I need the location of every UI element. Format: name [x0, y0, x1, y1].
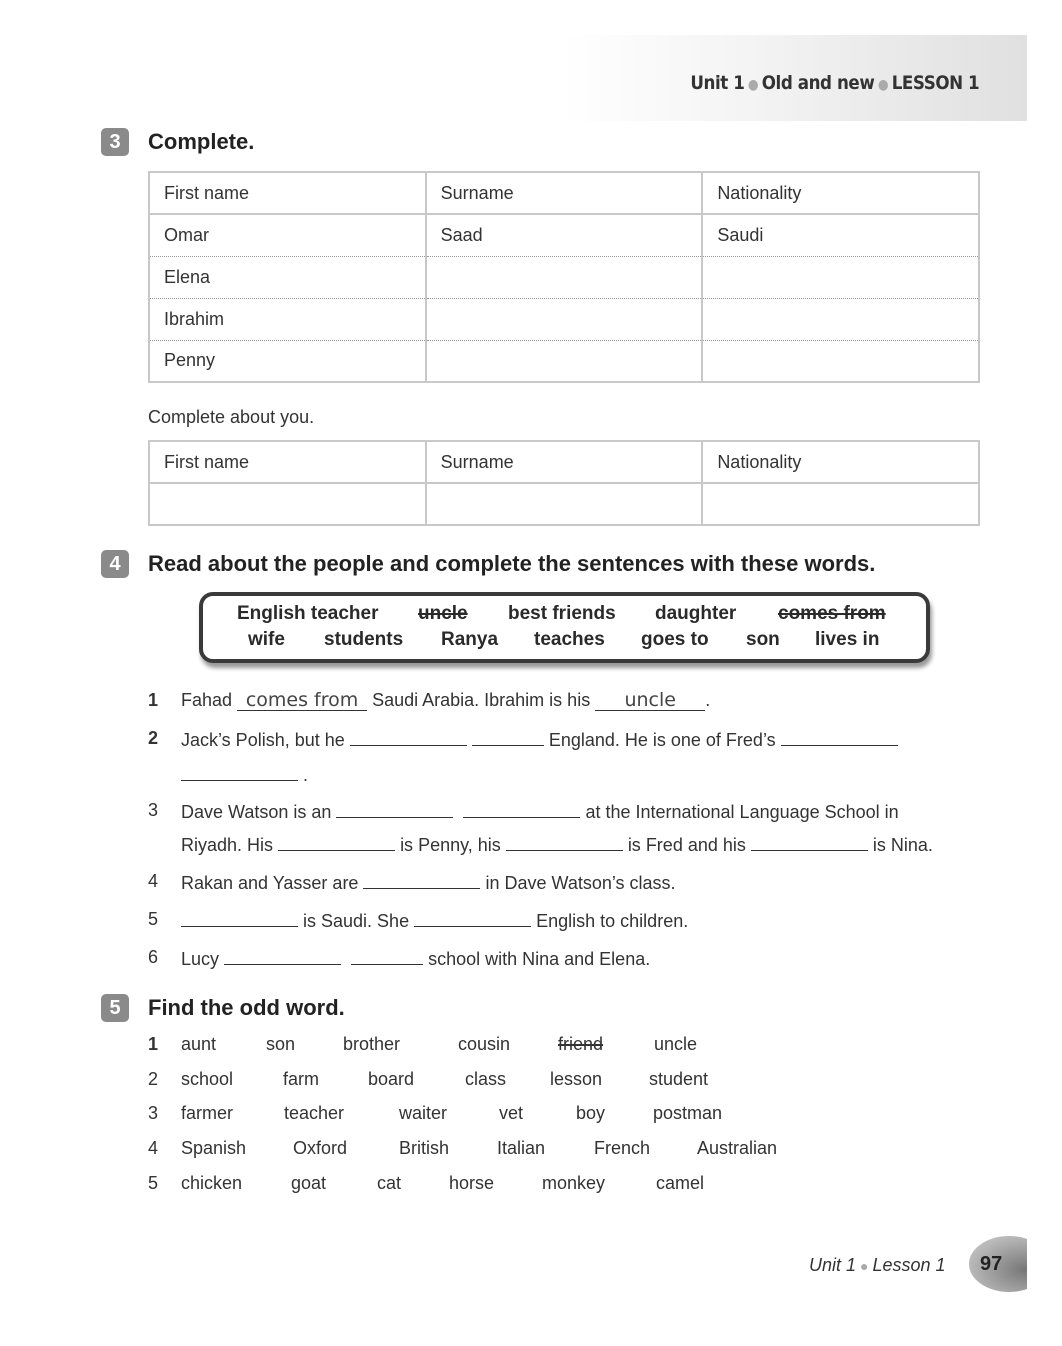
item-number: 3: [148, 1103, 159, 1123]
answer-cell[interactable]: [702, 483, 979, 525]
item-number: 2: [148, 1069, 159, 1089]
answer-blank[interactable]: [181, 909, 298, 927]
sentence-1: [181, 690, 710, 711]
word[interactable]: Spanish: [181, 1138, 247, 1158]
item-number: 5: [148, 1173, 159, 1193]
text: is Fred and his: [627, 835, 746, 855]
table-row: [149, 298, 979, 340]
word[interactable]: brother: [343, 1034, 401, 1054]
answer-cell[interactable]: [426, 298, 703, 340]
item-number: 1: [148, 690, 159, 710]
cell: Elena: [149, 256, 426, 298]
text: English to children.: [536, 911, 689, 931]
sentence-2-cont: [181, 763, 308, 786]
answer-blank[interactable]: comes from: [237, 693, 367, 711]
answer-cell[interactable]: [149, 483, 426, 525]
word[interactable]: son: [266, 1034, 296, 1054]
word[interactable]: uncle: [654, 1034, 698, 1054]
text: England. He is one of Fred’s: [548, 730, 776, 750]
answer-blank[interactable]: [278, 833, 395, 851]
word: daughter: [655, 603, 737, 624]
word[interactable]: Italian: [497, 1138, 546, 1158]
item-number: 2: [148, 728, 159, 748]
text: is Penny, his: [400, 835, 501, 855]
sentence-2: [181, 728, 898, 751]
text: is Saudi. She: [303, 911, 410, 931]
exercise-number: 4: [101, 550, 129, 578]
text: Riyadh. His: [181, 835, 274, 855]
word[interactable]: teacher: [284, 1103, 345, 1123]
word[interactable]: farmer: [181, 1103, 234, 1123]
answer-blank[interactable]: [463, 800, 580, 818]
word[interactable]: Australian: [697, 1138, 778, 1158]
word: teaches: [534, 629, 605, 650]
unit-header: Unit 1 ● Old and new ● LESSON 1: [690, 72, 979, 94]
sentence-5: [181, 909, 688, 932]
answer-blank[interactable]: [506, 833, 623, 851]
text: at the International Language School in: [585, 802, 899, 822]
word[interactable]: chicken: [181, 1173, 243, 1193]
table-header: Nationality: [702, 172, 979, 214]
table-row: [149, 340, 979, 382]
answer-blank[interactable]: [351, 947, 423, 965]
word: students: [324, 629, 404, 650]
text: is Nina.: [872, 835, 933, 855]
answer-blank[interactable]: [363, 871, 480, 889]
word: son: [746, 629, 780, 650]
text: .: [705, 690, 711, 710]
footer-unit: Unit 1: [809, 1255, 857, 1275]
word[interactable]: class: [465, 1069, 507, 1089]
word-box: [199, 592, 930, 663]
text: Saudi Arabia. Ibrahim is his: [372, 690, 591, 710]
answer-blank[interactable]: [472, 728, 544, 746]
table-header: First name: [149, 172, 426, 214]
item-number: 4: [148, 871, 159, 891]
table-header: Surname: [426, 441, 703, 483]
text: Rakan and Yasser are: [181, 873, 359, 893]
answer-blank[interactable]: uncle: [595, 693, 705, 711]
lesson-label: LESSON 1: [891, 72, 979, 94]
answer-blank[interactable]: [181, 763, 298, 781]
word[interactable]: camel: [656, 1173, 705, 1193]
answer-blank[interactable]: [350, 728, 467, 746]
answer-cell[interactable]: [702, 298, 979, 340]
answer-cell[interactable]: [426, 483, 703, 525]
answer-cell[interactable]: [702, 256, 979, 298]
item-number: 3: [148, 800, 159, 820]
odd-word-crossed[interactable]: friend: [558, 1034, 604, 1054]
word[interactable]: postman: [653, 1103, 723, 1123]
word[interactable]: Oxford: [293, 1138, 348, 1158]
table-header: Nationality: [702, 441, 979, 483]
page-number-tab: [969, 1230, 1027, 1300]
word[interactable]: board: [368, 1069, 415, 1089]
exercise-number: 5: [101, 994, 129, 1022]
word: goes to: [641, 629, 709, 650]
exercise-title: Read about the people and complete the sentences with these words.: [148, 551, 876, 576]
cell: Saudi: [702, 214, 979, 256]
word[interactable]: cat: [377, 1173, 402, 1193]
word[interactable]: lesson: [550, 1069, 603, 1089]
table-row: [149, 256, 979, 298]
answer-blank[interactable]: [224, 947, 341, 965]
word: wife: [248, 629, 285, 650]
unit-label: Unit 1: [690, 72, 745, 94]
text: Jack’s Polish, but he: [181, 730, 345, 750]
sentence-3-cont: [181, 833, 933, 856]
table-header: First name: [149, 441, 426, 483]
word: lives in: [815, 629, 880, 650]
text: school with Nina and Elena.: [428, 949, 651, 969]
page-number: 97: [969, 1236, 1027, 1292]
cell: Ibrahim: [149, 298, 426, 340]
answer-cell[interactable]: [702, 340, 979, 382]
word: English teacher: [237, 603, 379, 624]
word[interactable]: monkey: [542, 1173, 606, 1193]
footer-lesson: Lesson 1: [872, 1255, 946, 1275]
item-number: 5: [148, 909, 159, 929]
word[interactable]: waiter: [399, 1103, 448, 1123]
names-table: [148, 171, 980, 383]
cell: Saad: [426, 214, 703, 256]
text: Lucy: [181, 949, 220, 969]
word[interactable]: student: [649, 1069, 709, 1089]
item-number: 4: [148, 1138, 159, 1158]
answer-cell[interactable]: [426, 256, 703, 298]
word-used: comes from: [778, 603, 886, 624]
cell: Penny: [149, 340, 426, 382]
answer-blank[interactable]: [336, 800, 453, 818]
footer-label: Unit 1 ● Lesson 1: [809, 1255, 946, 1275]
word[interactable]: cousin: [458, 1034, 511, 1054]
word: best friends: [508, 603, 616, 624]
word[interactable]: boy: [576, 1103, 606, 1123]
word: Ranya: [441, 629, 499, 650]
instruction: Complete about you.: [148, 407, 315, 427]
sentence-6: [181, 947, 650, 970]
item-number: 6: [148, 947, 159, 967]
word[interactable]: French: [594, 1138, 651, 1158]
text: in Dave Watson’s class.: [485, 873, 676, 893]
table-row: [149, 214, 979, 256]
text: .: [303, 765, 309, 785]
word[interactable]: goat: [291, 1173, 327, 1193]
word[interactable]: British: [399, 1138, 450, 1158]
topic-label: Old and new: [761, 72, 875, 94]
word[interactable]: school: [181, 1069, 234, 1089]
answer-blank[interactable]: [414, 909, 531, 927]
answer-blank[interactable]: [751, 833, 868, 851]
cell: Omar: [149, 214, 426, 256]
sentence-4: [181, 871, 676, 894]
word[interactable]: aunt: [181, 1034, 217, 1054]
exercise-title: Find the odd word.: [148, 995, 345, 1020]
word[interactable]: farm: [283, 1069, 319, 1089]
exercise-title: Complete.: [148, 129, 255, 154]
item-number: 1: [148, 1034, 159, 1054]
text: Dave Watson is an: [181, 802, 332, 822]
answer-blank[interactable]: [781, 728, 898, 746]
text: Fahad: [181, 690, 233, 710]
word-used: uncle: [418, 603, 468, 624]
sentence-3: [181, 800, 899, 823]
about-you-table: [148, 440, 980, 526]
table-header: Surname: [426, 172, 703, 214]
answer-cell[interactable]: [426, 340, 703, 382]
word[interactable]: horse: [449, 1173, 495, 1193]
exercise-number: 3: [101, 128, 129, 156]
word[interactable]: vet: [499, 1103, 524, 1123]
